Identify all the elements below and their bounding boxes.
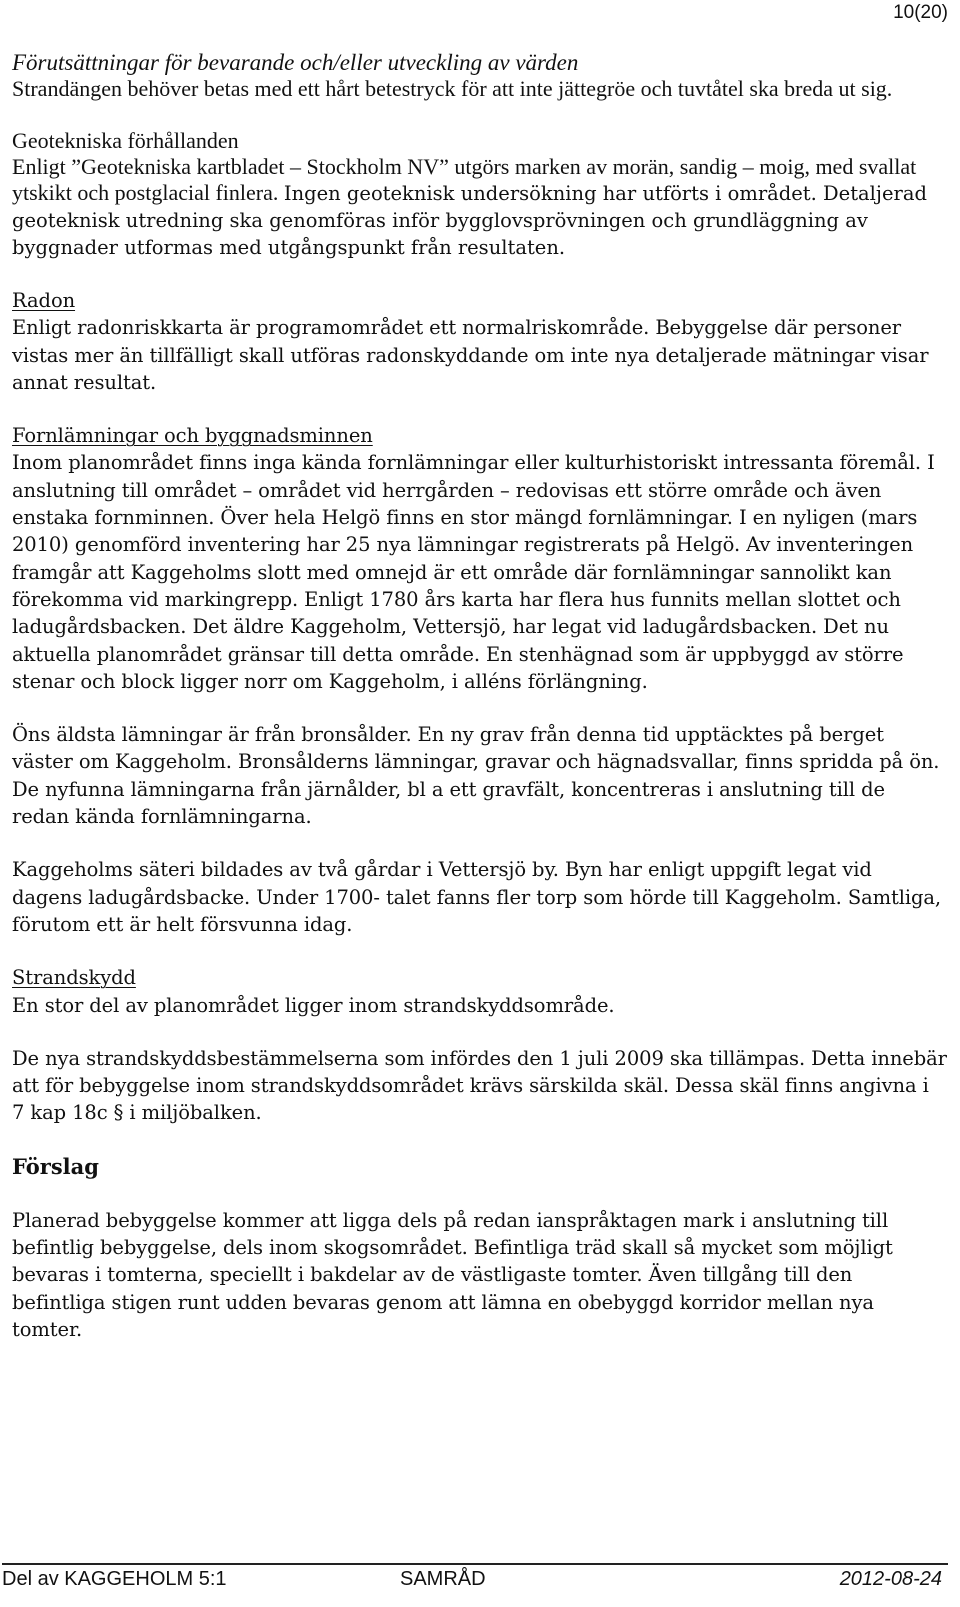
text-strandskydd-1: En stor del av planområdet ligger inom strandskyddsområde.: [12, 993, 615, 1017]
footer-status: SAMRÅD: [400, 1568, 486, 1590]
section-strandskydd: [12, 964, 947, 1019]
heading-radon: Radon: [12, 289, 76, 312]
text-forutsattningar: Strandängen behöver betas med ett hårt betestryck för att inte jättegröe och tuvtåtel ska breda ut sig.: [12, 76, 893, 101]
heading-forslag: Förslag: [12, 1153, 99, 1179]
page-number: 10(20): [893, 2, 948, 23]
document-body: [12, 50, 947, 1369]
text-geotekniska-rest: Ingen geoteknisk undersökning har utförts i området. Detaljerad geoteknisk utredning ska genomföras inför bygglovsprövningen och grundläggning av byggnader utformas med utgångspunkt från resultaten.: [12, 182, 927, 259]
heading-strandskydd: Strandskydd: [12, 966, 136, 990]
heading-fornlamningar: Fornlämningar och byggnadsminnen: [12, 424, 373, 448]
text-forslag-1: Planerad bebyggelse kommer att ligga dels på redan ianspråktagen mark i anslutning till befintlig bebyggelse, dels inom skogsområdet. Befintliga träd skall så mycket som möjligt bevaras i tomterna, speciellt i bakdelar av de västligaste tomter. Även tillgång till den befintliga stigen runt udden bevaras genom att lämna en obebyggd korridor mellan nya tomter.: [12, 1208, 893, 1341]
section-fornlamningar-2: [12, 721, 947, 830]
text-fornlamningar-2: Öns äldsta lämningar är från bronsålder. En ny grav från denna tid upptäcktes på berget väster om Kaggeholm. Bronsålderns lämningar, gravar och hägnadsvallar, finns spridda på ön. De nyfunna lämningarna från järnålder, bl a ett gravfält, koncentreras i anslutning till de redan kända fornlämningarna.: [12, 723, 940, 829]
section-forutsattningar: [12, 50, 947, 102]
text-fornlamningar-3: Kaggeholms säteri bildades av två gårdar i Vettersjö by. Byn har enligt uppgift legat vid dagens ladugårdsbacke. Under 1700- talet fanns fler torp som hörde till Kaggeholm. Samtliga, förutom ett är helt försvunna idag.: [12, 858, 942, 936]
footer-divider: [2, 1563, 948, 1565]
section-fornlamningar-3: [12, 856, 947, 938]
section-forslag: [12, 1153, 947, 1343]
text-fornlamningar-1: Inom planområdet finns inga kända fornlämningar eller kulturhistoriskt intressanta föremål. I anslutning till området – området vid herrgården – redovisas ett större område och även enstaka fornminnen. Över hela Helgö finns en stor mängd fornlämningar. I en nyligen (mars 2010) genomförd inventering har 25 nya lämningar registrerats på Helgö. Av inventeringen framgår att Kaggeholms slott med omnejd är ett område där fornlämningar sannolikt kan förekomma vid markingrepp. Enligt 1780 års karta har flera hus funnits mellan slottet och ladugårdsbacken. Det äldre Kaggeholm, Vettersjö, har legat vid ladugårdsbacken. Det nu aktuella planområdet gränsar till detta område. En stenhägnad som är uppbyggd av större stenar och block ligger norr om Kaggeholm, i alléns förlängning.: [12, 451, 935, 693]
section-strandskydd-2: [12, 1045, 947, 1127]
section-radon: [12, 287, 947, 396]
text-geotekniska: [12, 154, 947, 261]
text-geotekniska-intro: Enligt ”Geotekniska kartbladet – Stockholm NV” utgörs marken av morän, sandig – moig, med svallat ytskikt och postglacial finlera.: [12, 154, 917, 205]
footer-date: 2012-08-24: [839, 1568, 942, 1590]
text-strandskydd-2: De nya strandskyddsbestämmelserna som infördes den 1 juli 2009 ska tillämpas. Detta innebär att för bebyggelse inom strandskyddsområdet krävs särskilda skäl. Dessa skäl finns angivna i 7 kap 18c § i miljöbalken.: [12, 1046, 947, 1125]
text-radon: Enligt radonriskkarta är programområdet ett normalriskområde. Bebyggelse där personer vistas mer än tillfälligt skall utföras radonskyddande om inte nya detaljerade mätningar visar annat resultat.: [12, 316, 929, 394]
footer-document-name: Del av KAGGEHOLM 5:1: [2, 1568, 227, 1590]
section-geotekniska: [12, 128, 947, 261]
heading-geotekniska: Geotekniska förhållanden: [12, 128, 239, 153]
heading-forutsattningar: Förutsättningar för bevarande och/eller utveckling av värden: [12, 50, 579, 75]
section-fornlamningar: [12, 422, 947, 695]
